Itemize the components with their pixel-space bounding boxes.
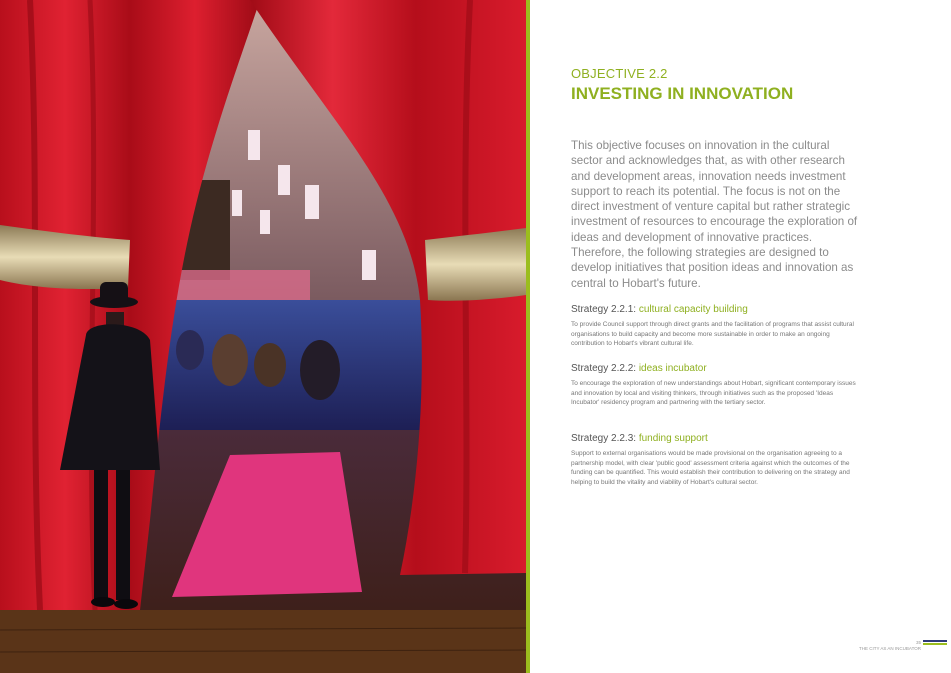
strategy-2-2-3 — [571, 433, 859, 487]
page-footer — [859, 640, 921, 652]
strategy-2-2-1 — [571, 304, 859, 349]
strategy-label: Strategy 2.2.2: — [571, 363, 639, 374]
strategy-name: funding support — [638, 433, 708, 444]
green-divider — [526, 0, 530, 673]
strategy-2-2-2 — [571, 363, 859, 408]
objective-number: OBJECTIVE 2.2 — [571, 66, 668, 81]
strategy-heading — [571, 304, 859, 315]
strategy-heading — [571, 433, 859, 444]
strategy-label: Strategy 2.2.3: — [571, 433, 639, 444]
objective-title: INVESTING IN INNOVATION — [571, 84, 794, 103]
objective-intro: This objective focuses on innovation in the cultural sector and acknowledges that, as with other research and development areas, innovation needs investment support to reach its potential. The focus is not on the direct investment of venture capital but rather strategic investment of resources to encourage the exploration of ideas and development of innovative practices. Therefore, the following strategies are designed to develop initiatives that position ideas and innovation as central to Hobart's future. — [571, 139, 858, 290]
strategy-name: cultural capacity building — [638, 304, 748, 315]
strategy-heading — [571, 363, 859, 374]
strategy-text: Support to external organisations would be made provisional on the organisation agreeing to a partnership model, with clear 'public good' assessment criteria against which the outcomes of the funding can be quantified. This would establish their contribution to delivering on the strategy and helping to build the vitality and viability of Hobart's cultural sector. — [571, 450, 850, 486]
strategy-text: To encourage the exploration of new understandings about Hobart, significant contemporary issues and innovation by local and visiting thinkers, through initiatives such as the proposed 'Ideas Incubator' residency program and partnering with the tertiary sector. — [571, 380, 856, 407]
strategy-label: Strategy 2.2.1: — [571, 304, 639, 315]
footer-color-bars — [923, 640, 947, 646]
strategy-name: ideas incubator — [638, 363, 707, 374]
footer-bar-navy — [923, 640, 947, 642]
footer-section-title: THE CITY AS AN INCUBATOR — [858, 646, 921, 651]
strategy-text: To provide Council support through direct grants and the facilitation of programs that assist cultural organisations to build capacity and become more sustainable in order to make an ongoing contribution to Hobart's vibrant cultural life. — [571, 321, 854, 348]
footer-bar-green — [923, 643, 947, 645]
page-number: 35 — [915, 640, 921, 645]
